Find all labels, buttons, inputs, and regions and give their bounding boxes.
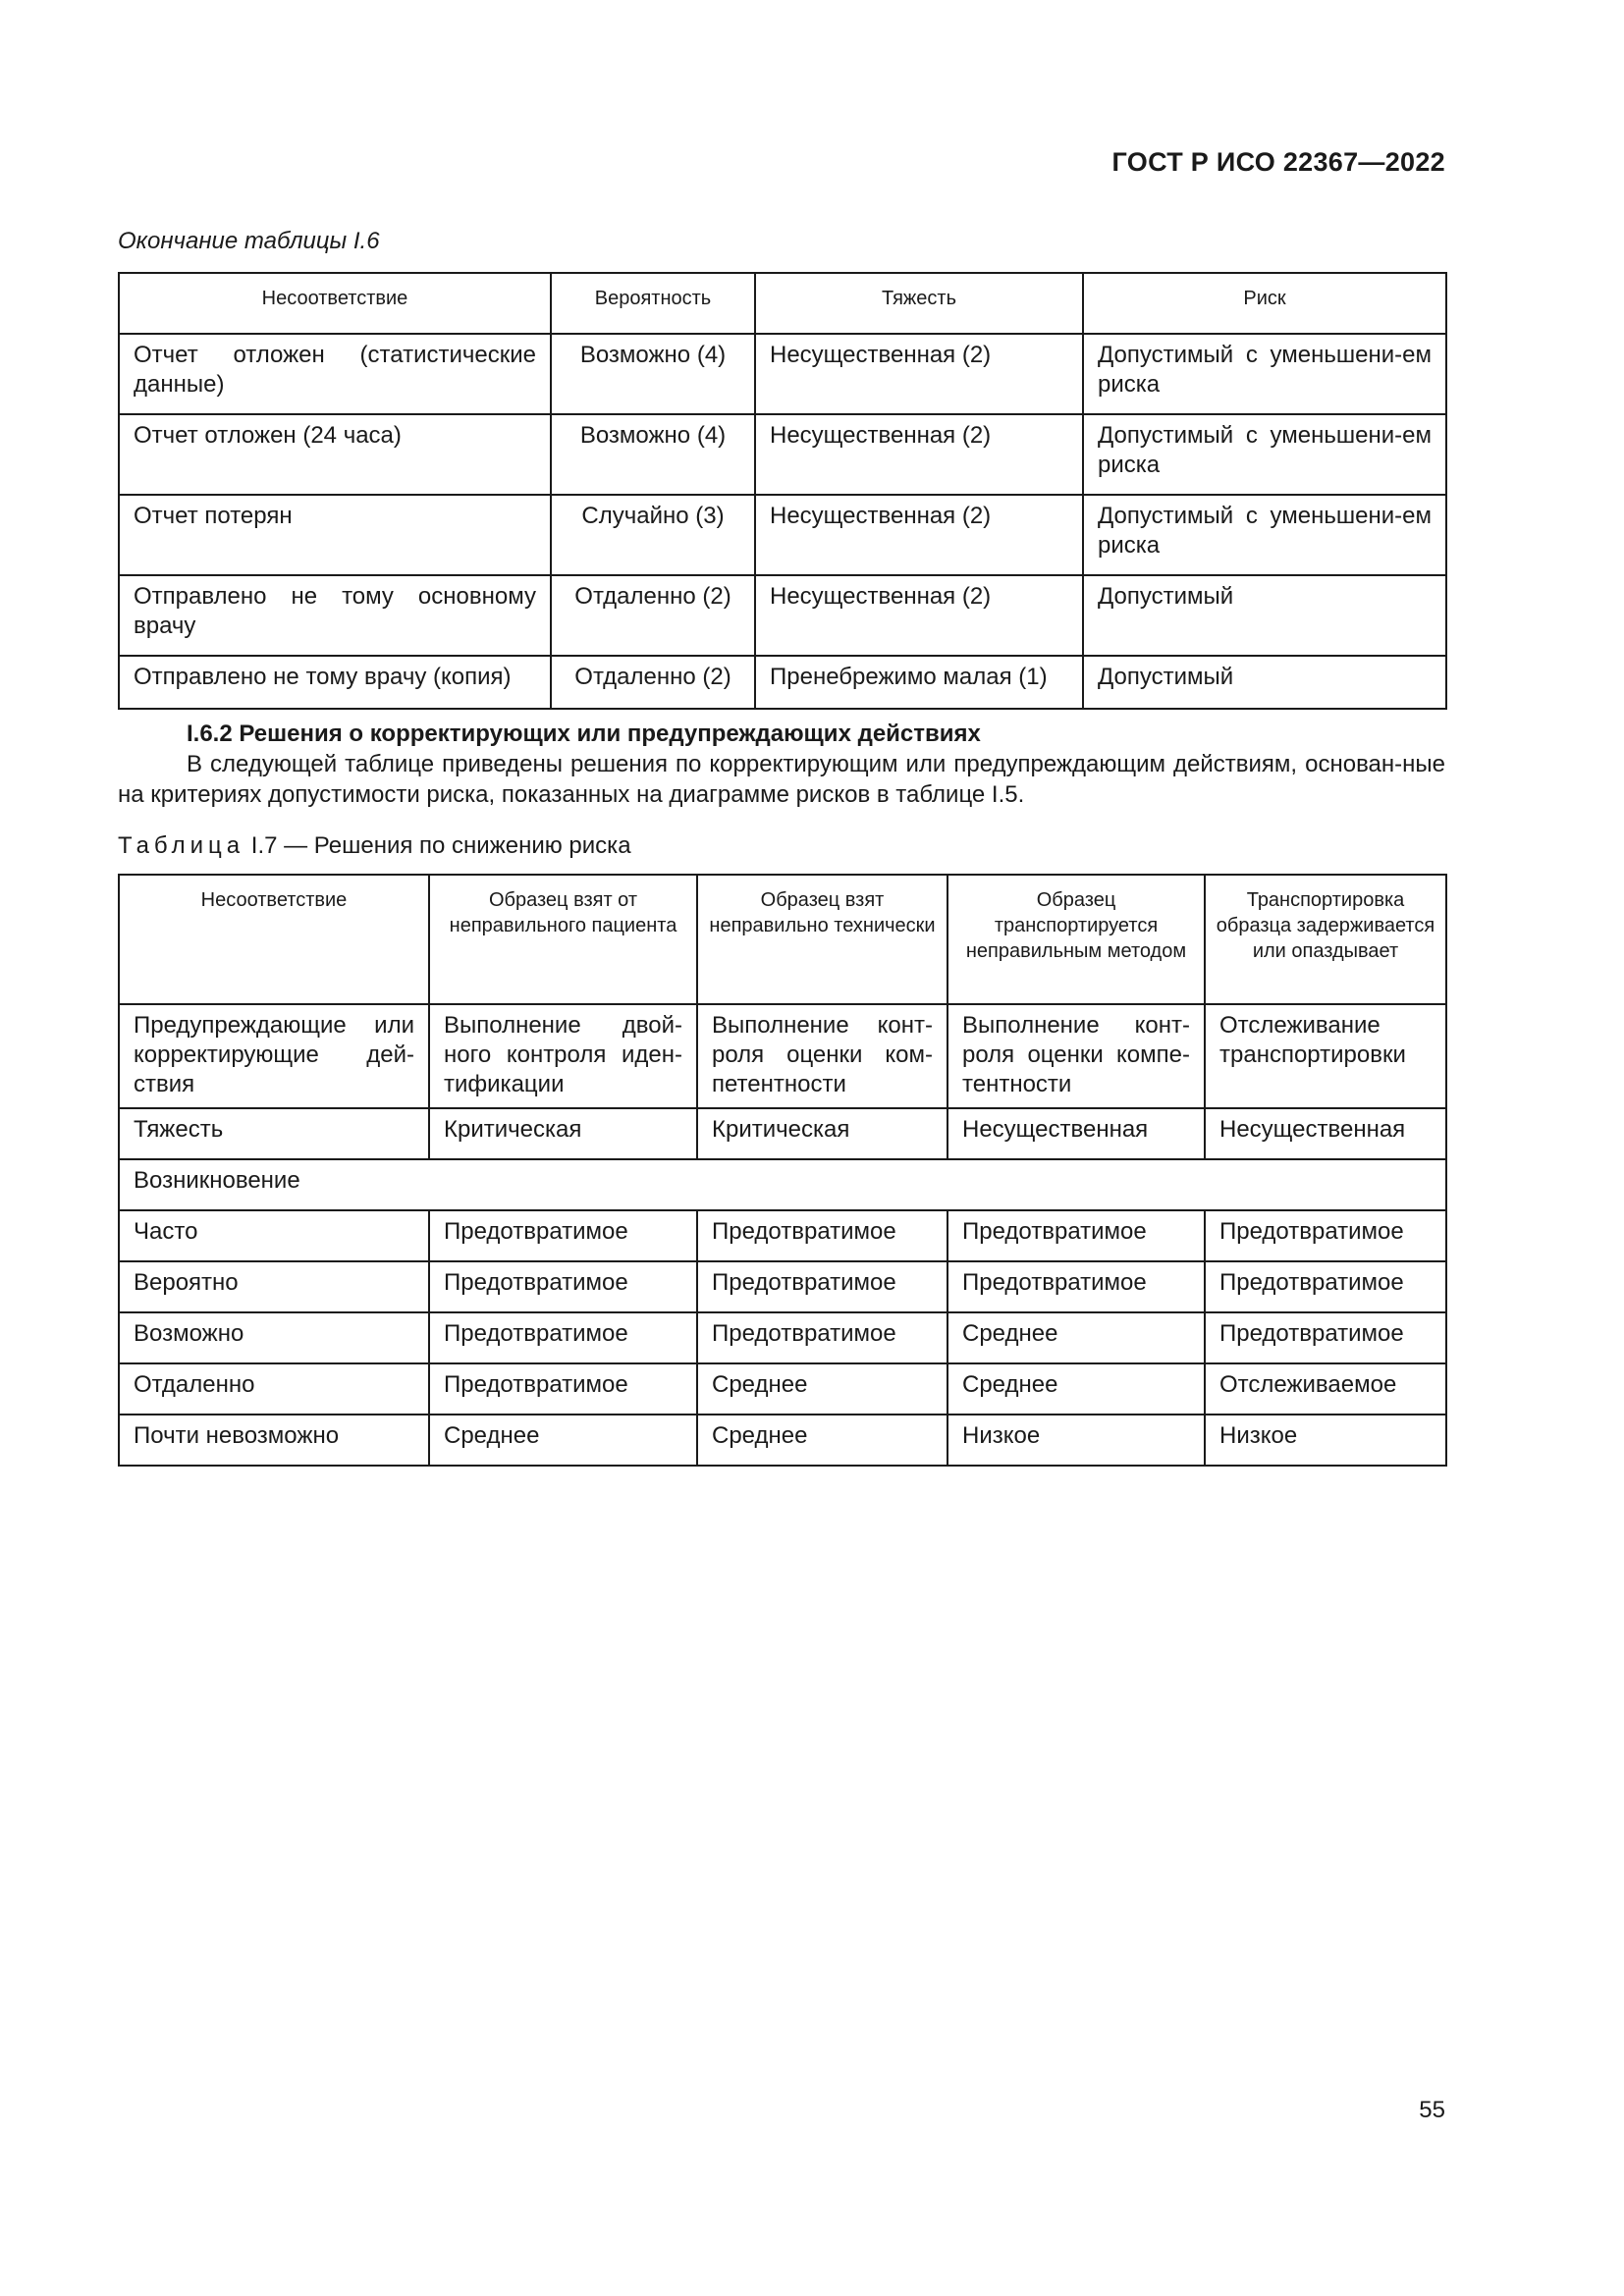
table-cell: Допустимый с уменьшени-ем риска: [1083, 334, 1446, 414]
table-row: [119, 1210, 1446, 1261]
section-162: [118, 719, 1445, 810]
table-cell: Низкое: [947, 1415, 1205, 1466]
table-row: [119, 1363, 1446, 1415]
table-cell: Допустимый с уменьшени-ем риска: [1083, 414, 1446, 495]
table-row: [119, 1415, 1446, 1466]
table-cell: Вероятно: [119, 1261, 429, 1312]
table-cell: Несущественная: [1205, 1108, 1446, 1159]
table-cell: Выполнение двой-ного контроля иден-тификации: [429, 1004, 697, 1108]
table-caption-prefix: Таблица: [118, 832, 245, 859]
table-cell: Отдаленно: [119, 1363, 429, 1415]
table-cell: Предотвратимое: [697, 1210, 947, 1261]
table-cell: Допустимый: [1083, 656, 1446, 709]
table-cell: Случайно (3): [551, 495, 755, 575]
table-cell: Среднее: [697, 1363, 947, 1415]
table-cell: Почти невозможно: [119, 1415, 429, 1466]
table-cell: Среднее: [947, 1363, 1205, 1415]
table-cell: Несущественная (2): [755, 575, 1083, 656]
table-cell: Несущественная (2): [755, 414, 1083, 495]
table-cell: Допустимый с уменьшени-ем риска: [1083, 495, 1446, 575]
table-cell: Предотвратимое: [429, 1363, 697, 1415]
table-cell: Среднее: [429, 1415, 697, 1466]
table-cell: Возникновение: [119, 1159, 1446, 1210]
table-cell: Критическая: [697, 1108, 947, 1159]
table-cell: Возможно (4): [551, 414, 755, 495]
table-row: [119, 1261, 1446, 1312]
table-cell: Среднее: [697, 1415, 947, 1466]
table-cell: Предотвратимое: [1205, 1261, 1446, 1312]
table-cell: Часто: [119, 1210, 429, 1261]
table-cell: Низкое: [1205, 1415, 1446, 1466]
table-cell: Предупреждающие или корректирующие дей-ствия: [119, 1004, 429, 1108]
column-header: Образец транспортируется неправильным методом: [947, 875, 1205, 1004]
table-row: [119, 414, 1446, 495]
table-17: [118, 874, 1447, 1467]
table-cell: Среднее: [947, 1312, 1205, 1363]
table-cell: Предотвратимое: [947, 1210, 1205, 1261]
table-cell: Критическая: [429, 1108, 697, 1159]
table-row: [119, 334, 1446, 414]
table-cell: Отслеживаемое: [1205, 1363, 1446, 1415]
table-cell: Предотвратимое: [429, 1261, 697, 1312]
table-17-caption: [118, 832, 631, 860]
column-header: Несоответствие: [119, 875, 429, 1004]
table-cell: Предотвратимое: [1205, 1312, 1446, 1363]
table-header-row: [119, 875, 1446, 1004]
table-cell: Выполнение конт-роля оценки ком-петентности: [697, 1004, 947, 1108]
table-cell: Предотвратимое: [429, 1312, 697, 1363]
table-cell: Отправлено не тому основному врачу: [119, 575, 551, 656]
table-cell: Выполнение конт-роля оценки компе-тентности: [947, 1004, 1205, 1108]
section-heading: I.6.2 Решения о корректирующих или предупреждающих действиях: [187, 721, 981, 747]
table-cell: Отчет отложен (статистические данные): [119, 334, 551, 414]
table-row: [119, 575, 1446, 656]
table-cell: Отдаленно (2): [551, 656, 755, 709]
table-cell: Предотвратимое: [697, 1312, 947, 1363]
column-header: Несоответствие: [119, 273, 551, 334]
table-16-caption: Окончание таблицы I.6: [118, 228, 380, 254]
standard-header: ГОСТ Р ИСО 22367—2022: [1111, 147, 1445, 177]
column-header: Образец взят от неправильного пациента: [429, 875, 697, 1004]
table-cell: Несущественная: [947, 1108, 1205, 1159]
table-cell: Отправлено не тому врачу (копия): [119, 656, 551, 709]
table-16: [118, 272, 1447, 710]
table-cell: Отдаленно (2): [551, 575, 755, 656]
column-header: Образец взят неправильно технически: [697, 875, 947, 1004]
table-cell: Отчет отложен (24 часа): [119, 414, 551, 495]
section-paragraph: В следующей таблице приведены решения по корректирующим или предупреждающим действиям, основан-ные на критериях допустимости риска, показанных на диаграмме рисков в таблице I.5.: [118, 751, 1445, 808]
column-header: Транспортировка образца задерживается или опаздывает: [1205, 875, 1446, 1004]
column-header: Риск: [1083, 273, 1446, 334]
table-row: [119, 1312, 1446, 1363]
table-cell: Возможно (4): [551, 334, 755, 414]
table-cell: Отслеживание транспортировки: [1205, 1004, 1446, 1108]
page-number: 55: [1419, 2097, 1445, 2123]
column-header: Тяжесть: [755, 273, 1083, 334]
table-cell: Пренебрежимо малая (1): [755, 656, 1083, 709]
actions-row: [119, 1004, 1446, 1108]
occurrence-row: [119, 1159, 1446, 1210]
table-cell: Предотвратимое: [697, 1261, 947, 1312]
table-cell: Несущественная (2): [755, 334, 1083, 414]
table-header-row: [119, 273, 1446, 334]
table-cell: Предотвратимое: [947, 1261, 1205, 1312]
table-cell: Отчет потерян: [119, 495, 551, 575]
table-cell: Предотвратимое: [1205, 1210, 1446, 1261]
table-row: [119, 656, 1446, 709]
column-header: Вероятность: [551, 273, 755, 334]
table-cell: Предотвратимое: [429, 1210, 697, 1261]
table-caption-title: I.7 — Решения по снижению риска: [244, 832, 631, 859]
table-cell: Возможно: [119, 1312, 429, 1363]
table-cell: Допустимый: [1083, 575, 1446, 656]
table-row: [119, 495, 1446, 575]
severity-row: [119, 1108, 1446, 1159]
table-cell: Несущественная (2): [755, 495, 1083, 575]
table-cell: Тяжесть: [119, 1108, 429, 1159]
